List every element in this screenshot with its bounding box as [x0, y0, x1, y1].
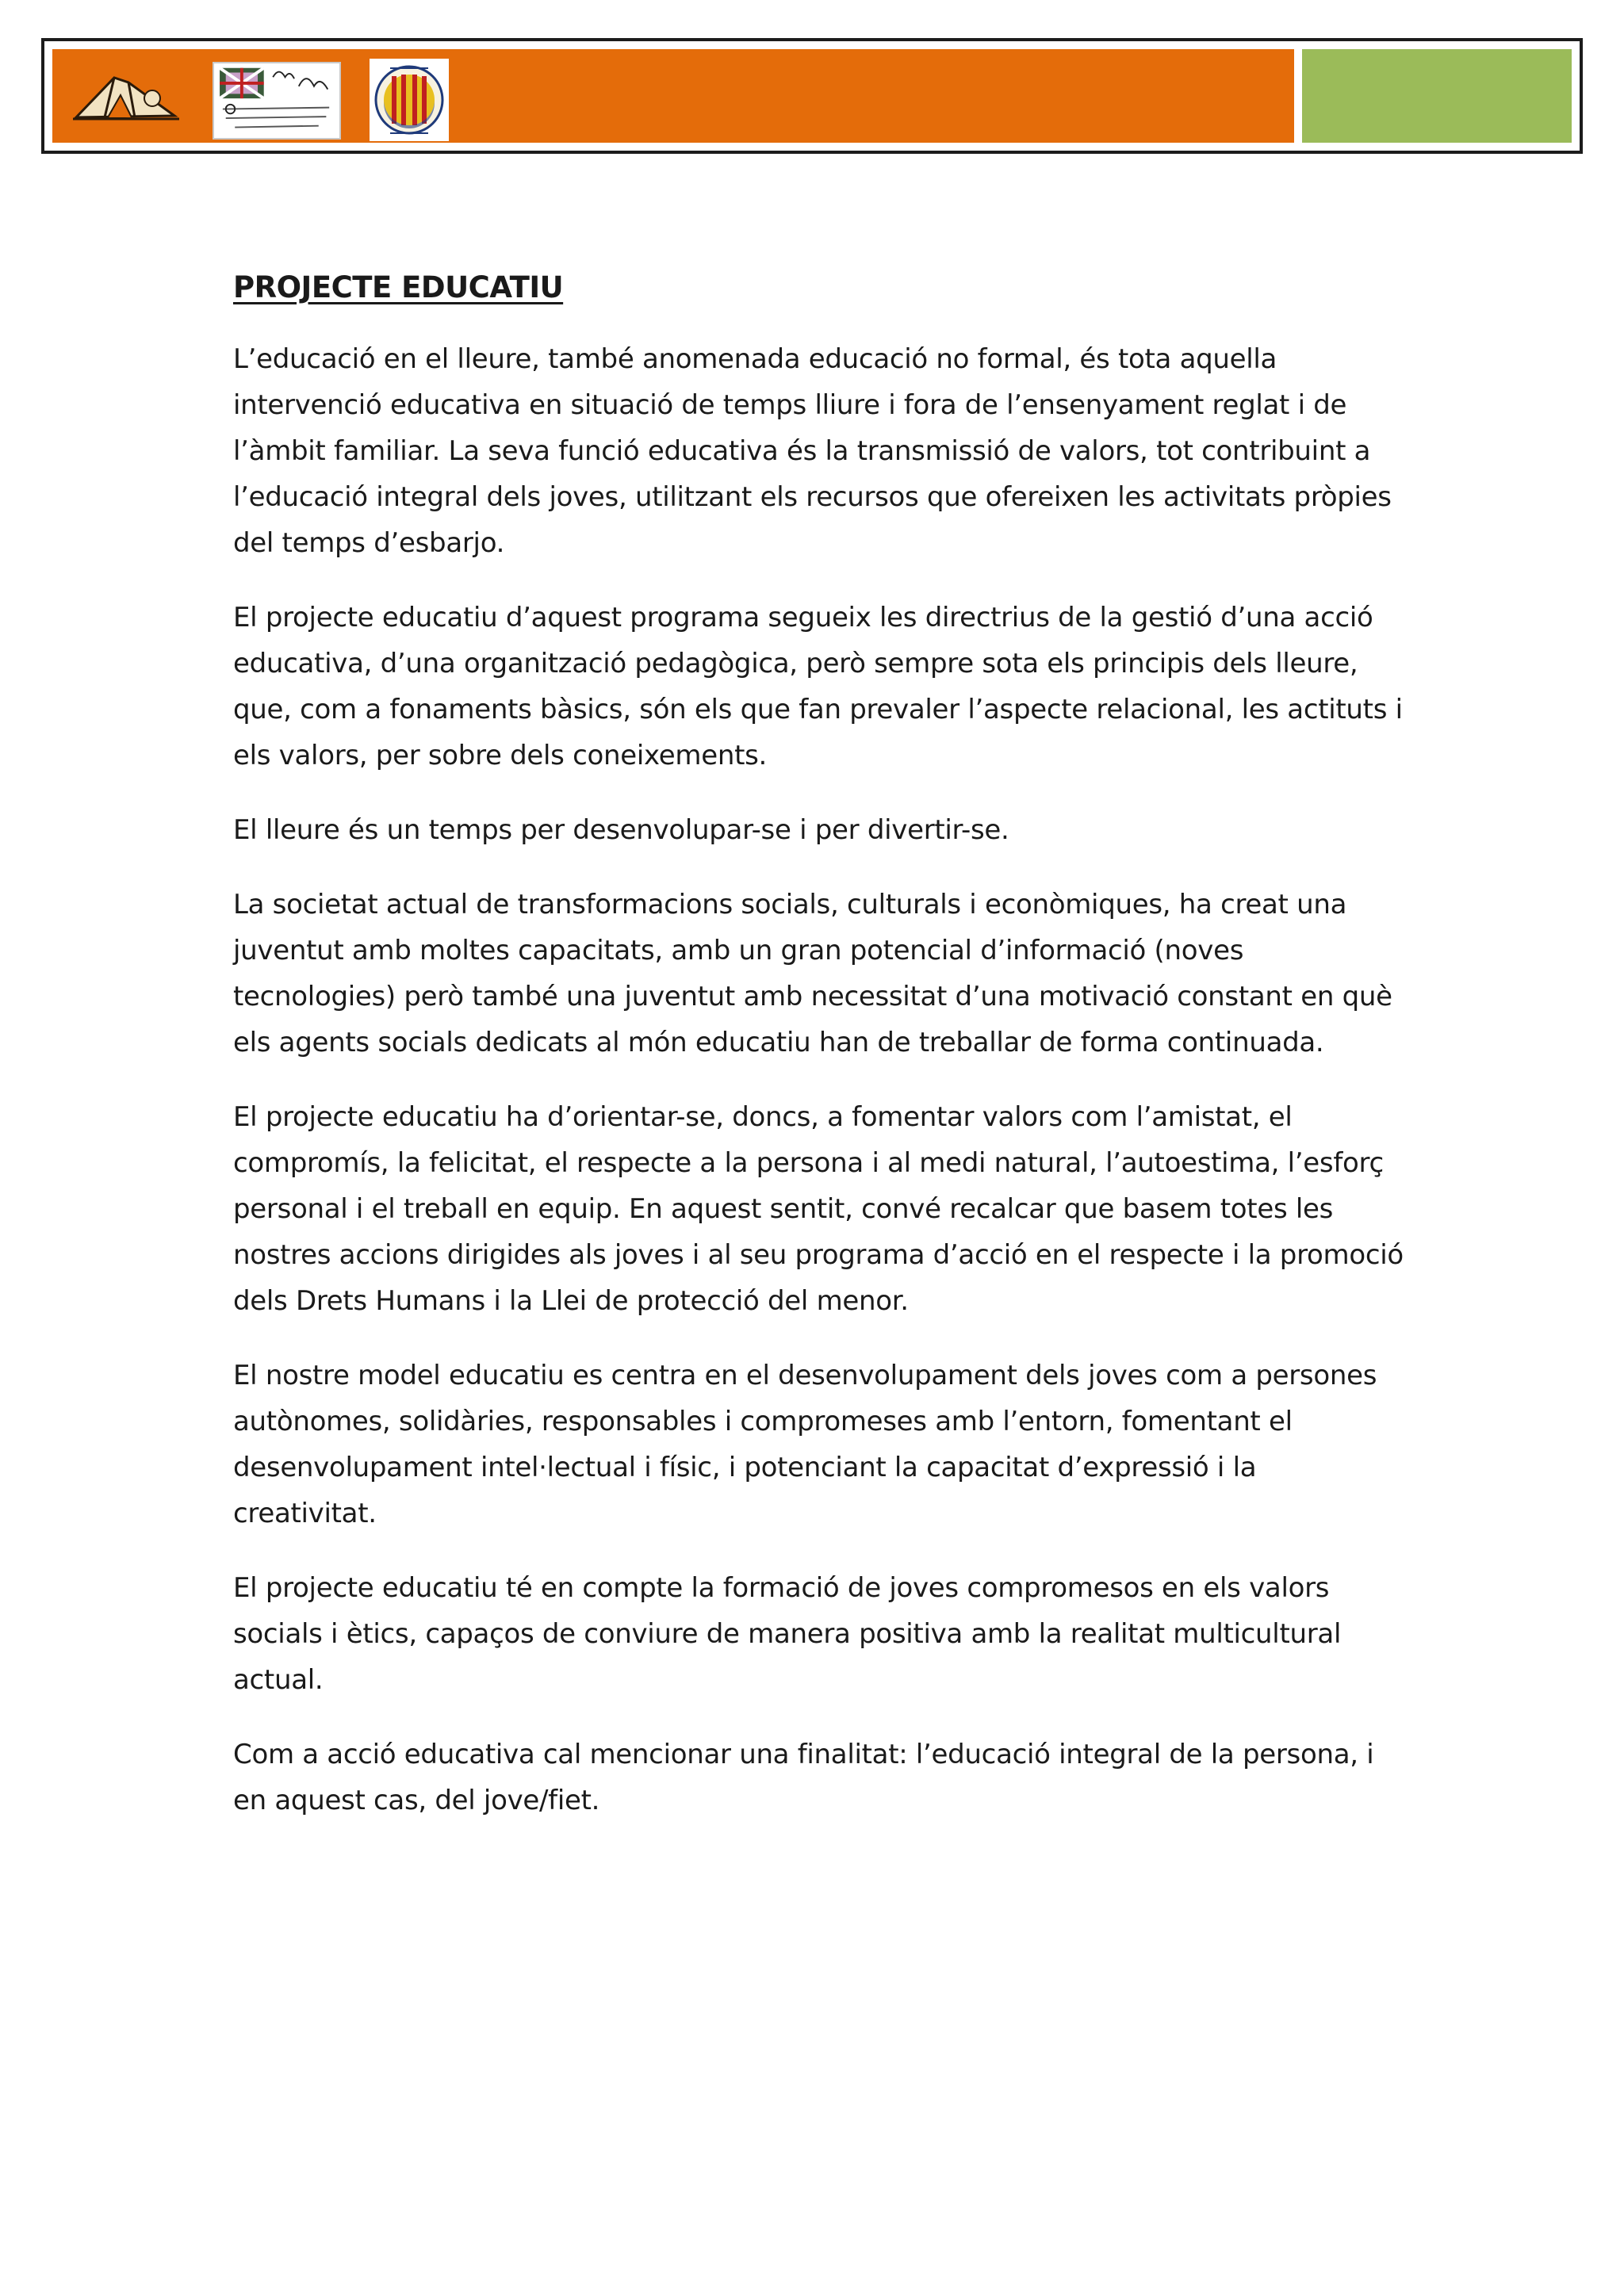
- tent-logo-icon: [73, 71, 179, 122]
- moli-de-bona-logo-icon: [213, 62, 341, 140]
- header-orange-band: [52, 49, 1294, 143]
- page-title: PROJECTE EDUCATIU: [233, 270, 564, 304]
- paragraph: El projecte educatiu té en compte la formació de joves compromesos en els valors socials i ètics, capaços de conviure de manera positiva amb la realitat multicultural actual.: [233, 1572, 1342, 1696]
- paragraph: El projecte educatiu ha d’orientar-se, doncs, a fomentar valors com l’amistat, el compromís, la felicitat, el respecte a la persona i al medi natural, l’autoestima, l’esforç personal i el treball en equip. En aquest sentit, convé recalcar que basem totes les nostres accions dirigides als joves i al seu programa d’acció en el respecte i la promoció dels Drets Humans i la Llei de protecció del menor.: [233, 1101, 1404, 1317]
- paragraph: La societat actual de transformacions socials, culturals i econòmiques, ha creat una juventut amb moltes capacitats, amb un gran potencial d’informació (noves tecnologies) però també una juventut amb necessitat d’una motivació constant en què els agents socials dedicats al món educatiu han de treballar de forma continuada.: [233, 889, 1392, 1058]
- paragraph: Com a acció educativa cal mencionar una finalitat: l’educació integral de la persona, i en aquest cas, del jove/fiet.: [233, 1739, 1374, 1816]
- document-body: [233, 260, 1407, 1852]
- paragraph: El nostre model educatiu es centra en el desenvolupament dels joves com a persones autònomes, solidàries, responsables i compromeses amb l’entorn, fomentant el desenvolupament intel·lectual i físic, i potenciant la capacitat d’expressió i la creativitat.: [233, 1360, 1377, 1529]
- page-header: [41, 38, 1583, 154]
- catalan-seal-logo-icon: [370, 59, 449, 141]
- paragraph: El projecte educatiu d’aquest programa segueix les directrius de la gestió d’una acció educativa, d’una organització pedagògica, però sempre sota els principis dels lleure, que, com a fonaments bàsics, són els que fan prevaler l’aspecte relacional, les actituts i els valors, per sobre dels coneixements.: [233, 602, 1403, 771]
- paragraph: El lleure és un temps per desenvolupar-se i per divertir-se.: [233, 814, 1009, 846]
- header-green-band: [1302, 49, 1572, 143]
- paragraph: L’educació en el lleure, també anomenada educació no formal, és tota aquella intervenció educativa en situació de temps lliure i fora de l’ensenyament reglat i de l’àmbit familiar. La seva funció educativa és la transmissió de valors, tot contribuint a l’educació integral dels joves, utilitzant els recursos que ofereixen les activitats pròpies del temps d’esbarjo.: [233, 343, 1392, 559]
